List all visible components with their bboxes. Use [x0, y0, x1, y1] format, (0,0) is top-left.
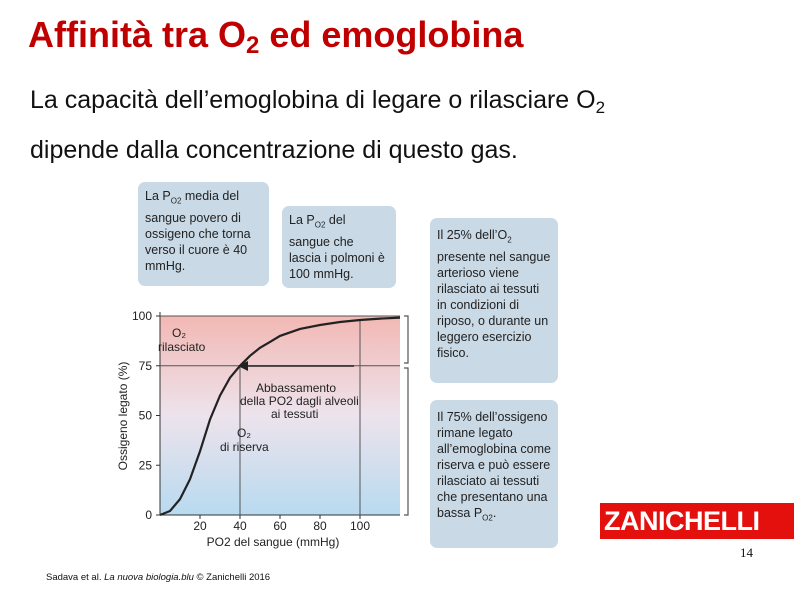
bracket-reserve [404, 368, 408, 515]
drop-annotation: Abbassamento della PO2 dagli alveoli ai tessuti [240, 381, 359, 421]
zanichelli-logo: ZANICHELLI [600, 503, 794, 539]
x-tick-label: 60 [273, 519, 287, 533]
page-title: Affinità tra $O_2$ ed emoglobina [28, 14, 524, 59]
x-tick-label: 100 [349, 519, 371, 533]
callout-venous-po2: La $P_{O2}$ media del sangue povero di ossigeno che torna verso il cuore è 40 mmHg. [138, 182, 269, 286]
bracket-released [404, 316, 408, 363]
x-tick-label: 80 [313, 519, 327, 533]
x-axis-label: PO2 del sangue (mmHg) [206, 535, 340, 549]
intro-line-1: La capacità dell’emoglobina di legare o rilasciare $O_2$ [30, 86, 606, 117]
y-tick-label: 100 [131, 309, 152, 323]
o2-released-label: O₂ rilasciato [158, 326, 206, 354]
page-number: 14 [740, 545, 753, 560]
source-credit: Sadava et al. La nuova biologia.blu © Zanichelli 2016 [46, 572, 271, 583]
callout-o2-released: Il 25% $dell’O_2$ presente nel sangue arterioso viene rilasciato ai tessuti in condizioni di riposo, o durante un leggero esercizio fisico. [430, 218, 558, 383]
x-tick-label: 40 [233, 519, 247, 533]
y-tick-label: 75 [138, 358, 152, 373]
x-tick-label: 20 [193, 519, 207, 533]
callout-o2-reserve: Il 75% dell’ossigeno rimane legato all’emoglobina come riserva e può essere rilasciato ai tessuti che presentano una bassa $P_{O2}$. [430, 400, 558, 548]
y-axis-label: Ossigeno legato (%) [116, 361, 130, 471]
callout-arterial-po2: La $P_{O2}$ del sangue che lascia i polmoni è 100 mmHg. [282, 206, 396, 288]
y-tick-label: 25 [138, 458, 152, 473]
intro-line-2: dipende dalla concentrazione di questo gas. [30, 136, 518, 164]
o2-reserve-label: O₂ di riserva [220, 426, 269, 454]
y-tick-label: 0 [145, 508, 152, 522]
y-tick-label: 50 [138, 408, 152, 423]
